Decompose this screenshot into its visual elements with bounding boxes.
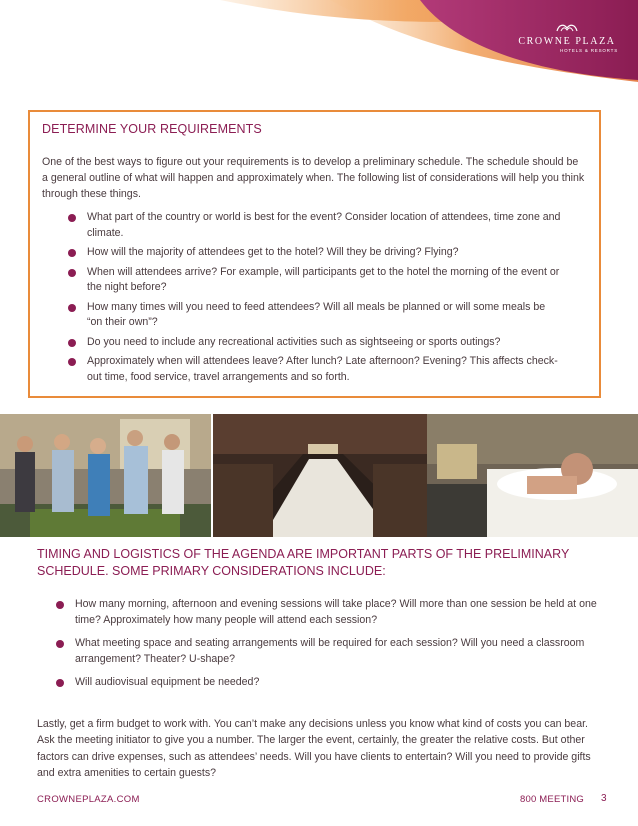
- footer-website-link[interactable]: CROWNEPLAZA.COM: [37, 794, 140, 805]
- requirements-list: [42, 210, 562, 385]
- list-item: Do you need to include any recreational activities such as sightseeing or sports outings?: [87, 335, 562, 351]
- people-networking-photo: [0, 414, 211, 537]
- header-banner: [0, 0, 638, 100]
- list-item: How many times will you need to feed attendees? Will all meals be planned or will some meals be “on their own”?: [87, 300, 562, 331]
- requirements-intro: One of the best ways to figure out your requirements is to develop a preliminary schedule. The schedule should be a general outline of what will happen and approximately when. The following list of considerations will help you think through these things.: [42, 156, 585, 200]
- bullet-icon: [56, 679, 64, 687]
- footer-phone: 800 MEETING: [520, 794, 584, 805]
- bullet-icon: [56, 601, 64, 609]
- bullet-icon: [68, 358, 76, 366]
- timing-list: [75, 597, 615, 699]
- brand-subtitle: HOTELS & RESORTS: [560, 48, 618, 53]
- requirements-title: DETERMINE YOUR REQUIREMENTS: [42, 122, 262, 136]
- page-number: 3: [601, 793, 607, 804]
- crowne-plaza-logo: [512, 22, 622, 53]
- bullet-icon: [68, 304, 76, 312]
- meeting-room-photo: [213, 414, 427, 537]
- sleeping-guest-photo: [427, 414, 638, 537]
- bullet-icon: [68, 249, 76, 257]
- list-item: Will audiovisual equipment be needed?: [75, 675, 615, 691]
- list-item: How many morning, afternoon and evening sessions will take place? Will more than one session be held at one time? Approximately how many people will attend each session?: [75, 597, 615, 628]
- crowne-plaza-logo-icon: [556, 22, 578, 34]
- bullet-icon: [68, 214, 76, 222]
- requirements-box: [28, 110, 601, 398]
- list-item: What part of the country or world is best for the event? Consider location of attendees, time zone and climate.: [87, 210, 562, 241]
- bullet-icon: [56, 640, 64, 648]
- list-item: How will the majority of attendees get to the hotel? Will they be driving? Flying?: [87, 245, 562, 261]
- bullet-icon: [68, 339, 76, 347]
- bullet-icon: [68, 269, 76, 277]
- closing-paragraph: Lastly, get a firm budget to work with. You can’t make any decisions unless you know what kind of costs you can bear. Ask the meeting initiator to give you a number. The larger the event, certainly, the greater the relative costs. But other factors can drive expenses, such as attendees’ needs. Will you have clients to entertain? Will you need to provide gifts and extra amenities to certain guests?: [37, 718, 591, 779]
- list-item: What meeting space and seating arrangements will be required for each session? Will you need a classroom arrangement? Theater? U-shape?: [75, 636, 615, 667]
- timing-title: TIMING AND LOGISTICS OF THE AGENDA ARE IMPORTANT PARTS OF THE PRELIMINARY SCHEDULE. SOME PRIMARY CONSIDERATIONS INCLUDE:: [37, 547, 570, 578]
- brand-name: CROWNE PLAZA: [518, 36, 616, 47]
- list-item: When will attendees arrive? For example, will participants get to the hotel the morning of the event or the night before?: [87, 265, 562, 296]
- list-item: Approximately when will attendees leave? After lunch? Late afternoon? Evening? This affects check-out time, food service, travel arrangements and so forth.: [87, 354, 562, 385]
- photo-strip: [0, 414, 638, 537]
